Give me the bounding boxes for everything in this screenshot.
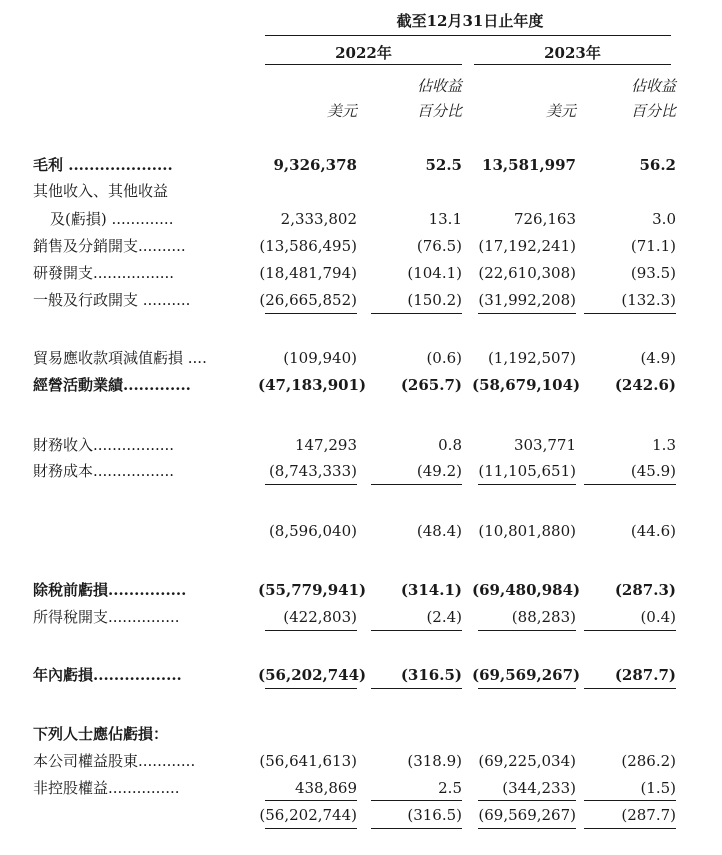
row-label-other-income: 其他收入、其他收益 [33,182,169,200]
row-value: (11,105,651) [478,462,576,480]
row-value: (55,779,941) [258,581,367,599]
row-value: (314.1) [400,581,462,599]
subtotal-rule [371,313,462,314]
row-value: (69,225,034) [478,752,576,770]
row-label-attributable-to: 下列人士應佔虧損： [33,725,169,743]
row-label-selling-expenses: 銷售及分銷開支.......... [33,237,186,255]
subtotal-rule [478,630,576,631]
row-value: (132.3) [621,291,676,309]
row-value: (69,569,267) [478,806,576,824]
row-value: 147,293 [294,436,357,454]
usd-2022-heading: 美元 [326,102,357,120]
year-2022-heading: 2022年 [335,44,392,62]
row-value: (56,202,744) [259,806,357,824]
row-value: (8,596,040) [268,522,357,540]
usd-2023-heading: 美元 [545,102,576,120]
subtotal-rule [584,630,676,631]
row-label-operating-results: 經營活動業績............. [33,376,191,394]
row-label-rd-expenses: 研發開支................. [33,264,175,282]
total-rule [371,828,462,829]
row-value: 2,333,802 [280,210,357,228]
row-value: (0.4) [640,608,676,626]
pct-2022-heading-line2: 百分比 [416,102,462,120]
subtotal-rule [584,484,676,485]
pct-2022-heading-line1: 佔收益 [416,77,462,95]
subtotal-rule [584,313,676,314]
year-2023-rule [474,64,671,65]
row-value: (104.1) [407,264,462,282]
row-value: (69,569,267) [472,666,581,684]
row-value: (8,743,333) [268,462,357,480]
row-label-equity-shareholders: 本公司權益股東............ [33,752,196,770]
row-value: (287.3) [614,581,676,599]
row-value: (422,803) [283,608,357,626]
row-value: (242.6) [614,376,676,394]
subtotal-rule [371,630,462,631]
total-rule [478,828,576,829]
row-label-admin-expenses: 一般及行政開支 .......... [33,291,191,309]
row-value: 56.2 [639,156,676,174]
row-value: (49.2) [416,462,462,480]
subtotal-rule [478,800,576,801]
row-label-loss-before-tax: 除稅前虧損............... [33,581,187,599]
row-value: (10,801,880) [478,522,576,540]
row-value: (93.5) [630,264,676,282]
row-value: (2.4) [426,608,462,626]
total-rule [265,828,357,829]
row-value: 0.8 [438,436,462,454]
pct-2023-heading-line2: 百分比 [630,102,676,120]
subtotal-rule [265,484,357,485]
total-rule [584,828,676,829]
row-value: (31,992,208) [478,291,576,309]
row-value: (18,481,794) [259,264,357,282]
year-2023-heading: 2023年 [544,44,601,62]
row-value: (316.5) [400,666,462,684]
row-label-gross-profit: 毛利 .................... [33,156,173,174]
row-value: (56,202,744) [258,666,367,684]
row-label-impairment: 貿易應收款項減值虧損 .... [33,349,207,367]
row-value: (71.1) [630,237,676,255]
row-value: (316.5) [407,806,462,824]
row-value: (44.6) [630,522,676,540]
row-value: 13,581,997 [482,156,576,174]
header-rule-top [265,35,671,36]
subtotal-rule [478,313,576,314]
row-value: (109,940) [283,349,357,367]
row-value: (150.2) [407,291,462,309]
subtotal-rule [371,800,462,801]
total-rule [371,688,462,689]
subtotal-rule [584,800,676,801]
total-rule [478,688,576,689]
subtotal-rule [265,313,357,314]
row-value: (286.2) [621,752,676,770]
row-value: (318.9) [407,752,462,770]
row-label-other-income-cont: 及(虧損) ............. [50,210,174,228]
row-value: (287.7) [614,666,676,684]
row-value: (48.4) [416,522,462,540]
subtotal-rule [265,800,357,801]
row-value: 3.0 [652,210,676,228]
row-value: 438,869 [294,779,357,797]
subtotal-rule [265,630,357,631]
row-value: 1.3 [652,436,676,454]
total-rule [265,688,357,689]
row-value: (69,480,984) [472,581,581,599]
row-value: (13,586,495) [259,237,357,255]
row-value: (56,641,613) [259,752,357,770]
row-value: 9,326,378 [273,156,357,174]
row-value: 13.1 [428,210,462,228]
row-value: (344,233) [502,779,576,797]
subtotal-rule [478,484,576,485]
row-value: (265.7) [400,376,462,394]
row-label-finance-costs: 財務成本................. [33,462,175,480]
row-value: (17,192,241) [478,237,576,255]
row-value: 303,771 [513,436,576,454]
row-value: 2.5 [438,779,462,797]
row-label-income-tax: 所得稅開支............... [33,608,180,626]
pct-2023-heading-line1: 佔收益 [630,77,676,95]
total-rule [584,688,676,689]
period-heading: 截至12月31日止年度 [396,12,544,30]
row-value: (88,283) [511,608,576,626]
row-value: (58,679,104) [472,376,581,394]
row-value: (0.6) [426,349,462,367]
row-value: (45.9) [630,462,676,480]
row-value: 726,163 [513,210,576,228]
row-value: (287.7) [621,806,676,824]
row-value: (1.5) [640,779,676,797]
row-value: (47,183,901) [258,376,367,394]
row-value: 52.5 [425,156,462,174]
row-value: (76.5) [416,237,462,255]
year-2022-rule [265,64,462,65]
row-value: (26,665,852) [259,291,357,309]
subtotal-rule [371,484,462,485]
row-label-finance-income: 財務收入................. [33,436,175,454]
row-label-loss-for-year: 年內虧損................. [33,666,182,684]
row-value: (1,192,507) [487,349,576,367]
row-value: (22,610,308) [478,264,576,282]
row-value: (4.9) [640,349,676,367]
row-label-non-controlling: 非控股權益............... [33,779,180,797]
